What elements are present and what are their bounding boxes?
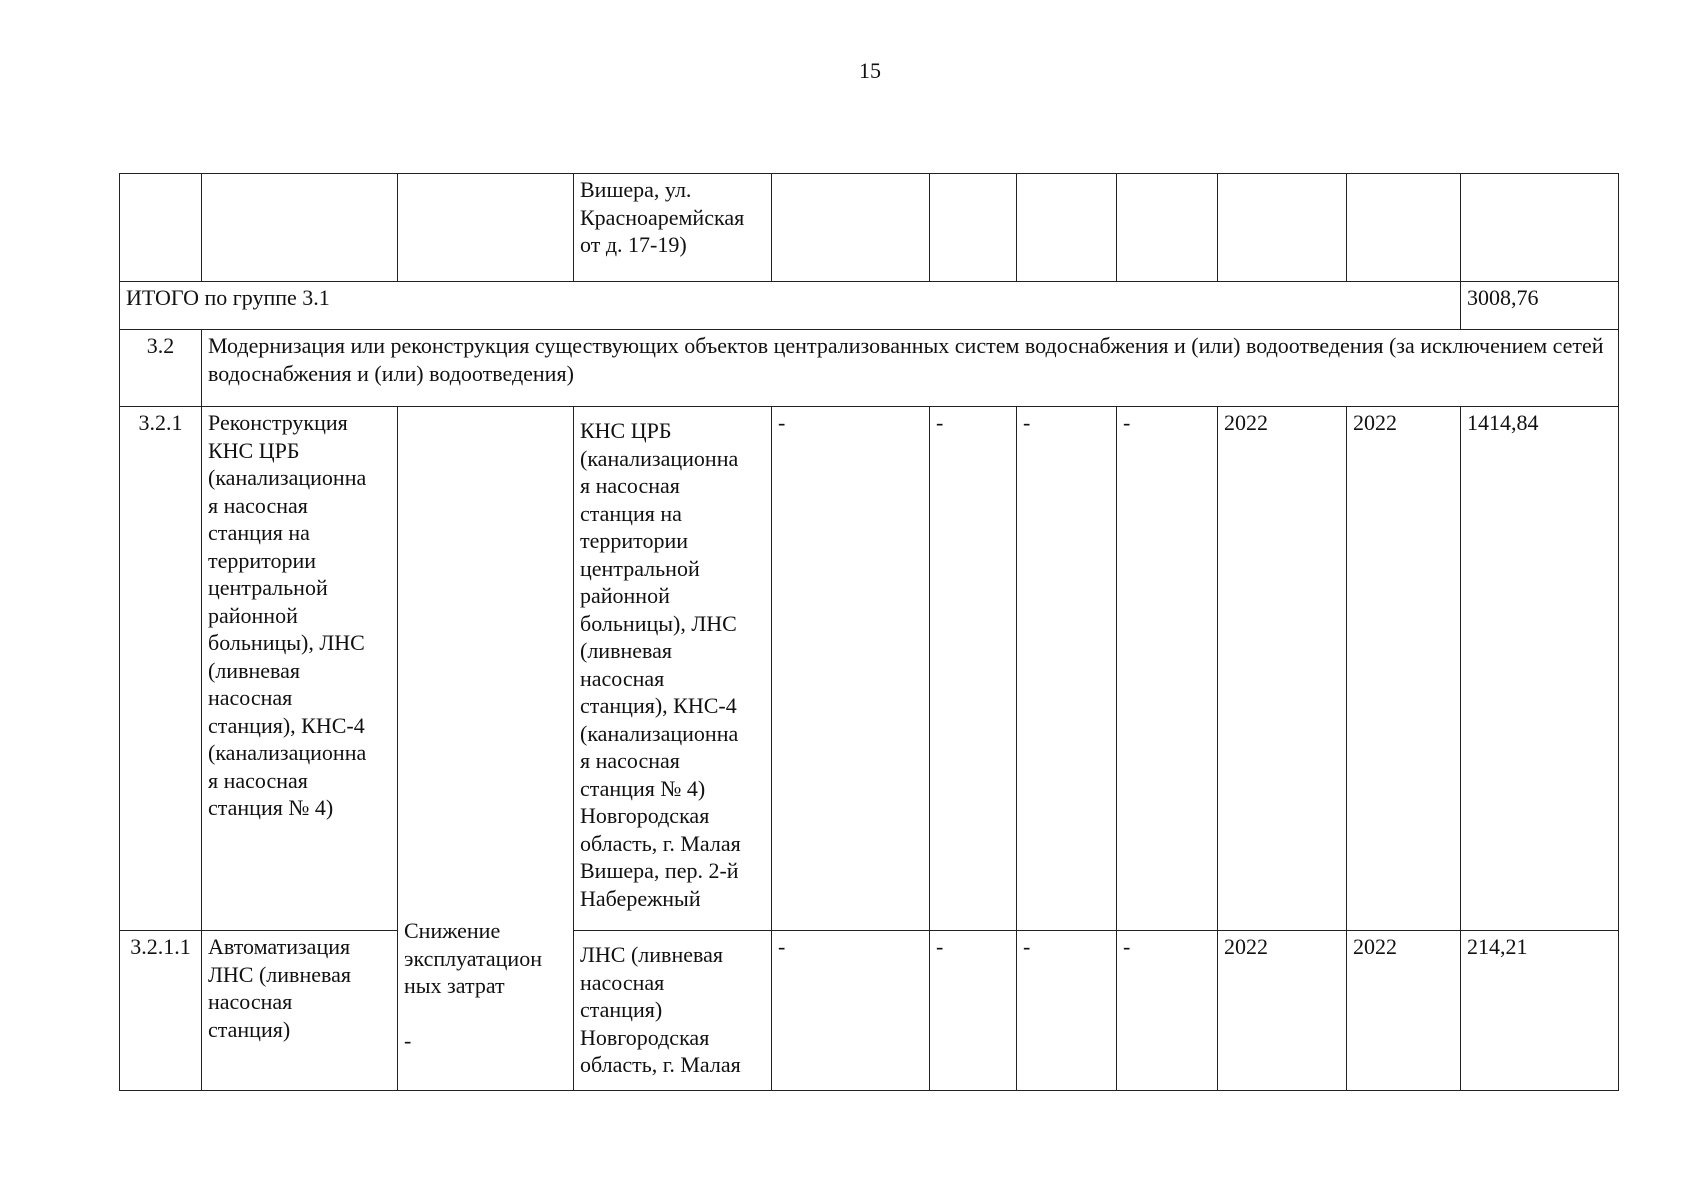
item-purpose [398, 407, 574, 1091]
cell-end-year [1347, 174, 1461, 282]
table-row-3-2-1-1 [120, 931, 1619, 1091]
subitem-number: 3.2.1.1 [120, 931, 202, 1091]
cell-start-year [1218, 174, 1347, 282]
item-amount: 1414,84 [1461, 407, 1619, 931]
cell-location: Вишера, ул. Красноаремйская от д. 17-19) [574, 174, 772, 282]
subtotal-row [120, 282, 1619, 330]
cell-number [120, 174, 202, 282]
subitem-col6: - [930, 931, 1017, 1091]
purpose-text: Снижение эксплуатацион ных затрат [404, 918, 542, 998]
group-header-row [120, 330, 1619, 407]
subtotal-amount: 3008,76 [1461, 282, 1619, 330]
cell-col5 [772, 174, 930, 282]
program-table [119, 173, 1619, 1091]
item-start-year: 2022 [1218, 407, 1347, 931]
subitem-name: Автоматизация ЛНС (ливневая насосная станция) [202, 931, 398, 1091]
group-title: Модернизация или реконструкция существующих объектов централизованных систем водоснабжения и (или) водоотведения (за исключением сетей водоснабжения и (или) водоотведения) [202, 330, 1619, 407]
cell-col7 [1017, 174, 1117, 282]
item-number: 3.2.1 [120, 407, 202, 931]
cell-name [202, 174, 398, 282]
subitem-location: ЛНС (ливневая насосная станция) Новгородская область, г. Малая [574, 931, 772, 1091]
group-number: 3.2 [120, 330, 202, 407]
item-col7: - [1017, 407, 1117, 931]
cell-amount [1461, 174, 1619, 282]
subitem-col8: - [1117, 931, 1218, 1091]
item-location: КНС ЦРБ (канализационна я насосная станция на территории центральной районной больницы), ЛНС (ливневая насосная станция), КНС-4 (канализационна я насосная станция № 4) Новгородская область, г. Малая Вишера, пер. 2-й Набережный [574, 407, 772, 931]
cell-purpose [398, 174, 574, 282]
table-row-3-2-1 [120, 407, 1619, 931]
cell-col8 [1117, 174, 1218, 282]
subitem-col7: - [1017, 931, 1117, 1091]
item-col8: - [1117, 407, 1218, 931]
item-col5: - [772, 407, 930, 931]
table-row-continued [120, 174, 1619, 282]
item-name: Реконструкция КНС ЦРБ (канализационна я насосная станция на территории центральной районной больницы), ЛНС (ливневая насосная станция), КНС-4 (канализационна я насосная станция № 4) [202, 407, 398, 931]
item-col6: - [930, 407, 1017, 931]
subtotal-label: ИТОГО по группе 3.1 [120, 282, 1461, 330]
page-number: 15 [859, 58, 881, 83]
purpose-dash: - [404, 1028, 412, 1053]
item-end-year: 2022 [1347, 407, 1461, 931]
subitem-amount: 214,21 [1461, 931, 1619, 1091]
cell-col6 [930, 174, 1017, 282]
subitem-end-year: 2022 [1347, 931, 1461, 1091]
subitem-col5: - [772, 931, 930, 1091]
subitem-start-year: 2022 [1218, 931, 1347, 1091]
